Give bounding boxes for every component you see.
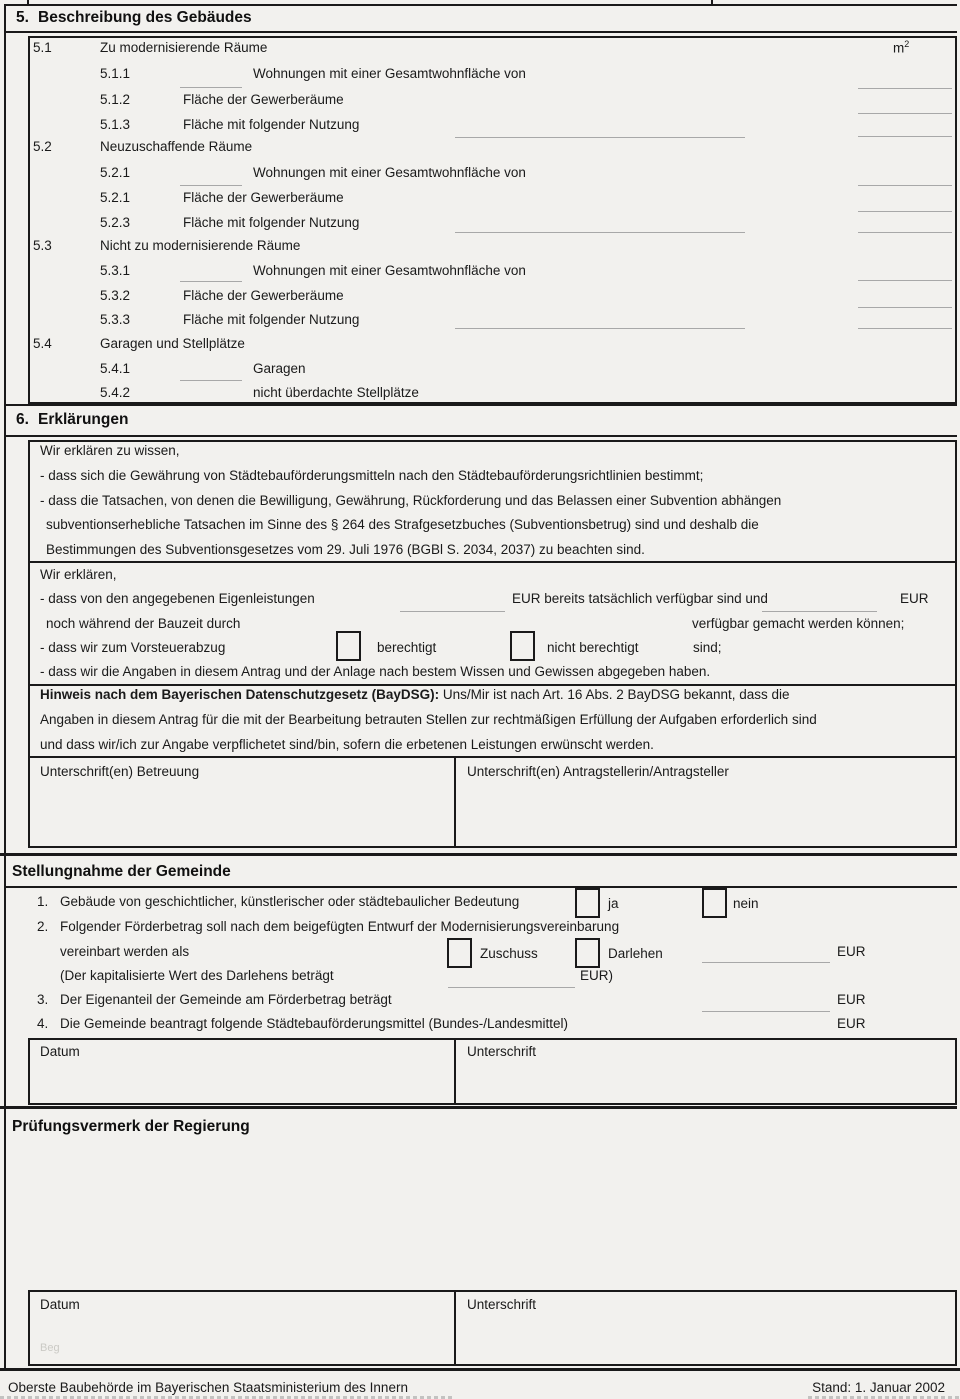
declaration-know-line2c: Bestimmungen des Subventionsgesetzes vom 29. Juli 1976 (BGBl S. 2034, 2037) zu beachten sind. <box>46 542 645 557</box>
regierung-top-rule <box>0 1106 957 1109</box>
page-bottom-border <box>0 1368 960 1371</box>
item-5-2-1-label: Wohnungen mit einer Gesamtwohnfläche von <box>253 165 526 180</box>
section6-divider-2 <box>28 684 957 686</box>
own-funds-text-a: - dass von den angegebenen Eigenleistungen <box>40 591 315 606</box>
gemeinde-item2-text-c: (Der kapitalisierte Wert des Darlehens beträgt <box>60 968 334 983</box>
pruefungsvermerk-area[interactable] <box>8 1140 953 1285</box>
section5-number: 5. <box>16 9 29 26</box>
section6-title: Erklärungen <box>38 411 129 428</box>
section5-title: Beschreibung des Gebäudes <box>38 9 252 26</box>
item-5-2-label: Neuzuschaffende Räume <box>100 139 253 154</box>
gemeinde-item2-text-a: Folgender Förderbetrag soll nach dem beigefügten Entwurf der Modernisierungsvereinbarung <box>60 919 620 934</box>
regierung-signature-divider <box>454 1290 456 1366</box>
field-5-1-2-sqm[interactable] <box>858 113 952 114</box>
item-5-3-2-number: 5.3.2 <box>100 288 131 303</box>
checkbox-bedeutung-ja[interactable] <box>575 888 600 918</box>
label-zuschuss: Zuschuss <box>480 946 538 961</box>
gemeinde-datum-area[interactable] <box>30 1040 453 1103</box>
item-5-1-number: 5.1 <box>33 40 52 55</box>
item-5-2-1-number: 5.2.1 <box>100 165 131 180</box>
item-5-2-2-number: 5.2.1 <box>100 190 131 205</box>
regierung-datum-area[interactable] <box>30 1292 453 1364</box>
gemeinde-item3-text: Der Eigenanteil der Gemeinde am Förderbetrag beträgt <box>60 992 392 1007</box>
checkbox-bedeutung-nein[interactable] <box>702 888 727 918</box>
field-5-3-1-sqm[interactable] <box>858 280 952 281</box>
field-5-2-1-sqm[interactable] <box>858 185 952 186</box>
field-5-3-2-sqm[interactable] <box>858 307 952 308</box>
field-own-funds-available[interactable] <box>400 611 505 612</box>
privacy-notice-line1 <box>40 687 790 702</box>
regierung-unterschrift-label: Unterschrift <box>467 1297 537 1312</box>
section6-number: 6. <box>16 411 29 428</box>
label-ja: ja <box>608 896 619 911</box>
field-5-2-2-sqm[interactable] <box>858 211 952 212</box>
unit-m2-label <box>893 39 909 56</box>
gemeinde-item1-text: Gebäude von geschichtlicher, künstlerischer oder städtebaulicher Bedeutung <box>60 894 520 909</box>
field-5-2-3-sqm[interactable] <box>858 232 952 233</box>
eigenanteil-eur-label: EUR <box>837 992 866 1007</box>
item-5-3-2-label: Fläche der Gewerberäume <box>183 288 344 303</box>
staedtebaumittel-eur-label: EUR <box>837 1016 866 1031</box>
item-5-4-1-label: Garagen <box>253 361 306 376</box>
section6-header-rule <box>4 435 957 437</box>
section6-divider-1 <box>28 561 957 563</box>
field-5-1-1-count[interactable] <box>180 87 242 88</box>
gemeinde-datum-label: Datum <box>40 1044 80 1059</box>
checkbox-darlehen[interactable] <box>575 938 600 968</box>
field-5-1-3-nutzung[interactable] <box>455 137 745 138</box>
footer-publisher: Oberste Baubehörde im Bayerischen Staatsministerium des Innern <box>8 1380 408 1395</box>
item-5-2-2-label: Fläche der Gewerberäume <box>183 190 344 205</box>
gemeinde-title: Stellungnahme der Gemeinde <box>12 863 231 880</box>
construction-period-text-a: noch während der Bauzeit durch <box>46 616 241 631</box>
field-kapitalisierter-wert[interactable] <box>448 987 575 988</box>
field-5-3-1-count[interactable] <box>180 281 242 282</box>
page-top-border <box>4 4 957 6</box>
unit-base: m <box>893 40 905 56</box>
checkbox-vat-not-entitled[interactable] <box>510 631 535 661</box>
checkbox-vat-entitled[interactable] <box>336 631 361 661</box>
foerderbetrag-eur-label: EUR <box>837 944 866 959</box>
field-5-4-1-count[interactable] <box>180 380 242 381</box>
item-5-1-1-number: 5.1.1 <box>100 66 131 81</box>
gemeinde-signature-divider <box>454 1038 456 1105</box>
item-5-1-3-number: 5.1.3 <box>100 117 131 132</box>
declaration-intro: Wir erklären, <box>40 567 117 582</box>
declaration-know-line2b: subventionserhebliche Tatsachen im Sinne des § 264 des Strafgesetzbuches (Subventionsbetrug) sind und deshalb die <box>46 517 759 532</box>
field-foerderbetrag-amount[interactable] <box>702 962 830 963</box>
gemeinde-header-rule <box>4 886 957 888</box>
signature-cell-divider <box>454 756 456 848</box>
item-5-4-1-number: 5.4.1 <box>100 361 131 376</box>
own-funds-text-b: EUR bereits tatsächlich verfügbar sind und <box>512 591 768 606</box>
checkbox-zuschuss[interactable] <box>447 938 472 968</box>
gemeinde-unterschrift-label: Unterschrift <box>467 1044 537 1059</box>
gemeinde-top-rule <box>0 853 957 856</box>
field-5-1-3-sqm[interactable] <box>858 136 952 137</box>
regierung-title: Prüfungsvermerk der Regierung <box>12 1118 250 1135</box>
vat-not-entitled-label: nicht berechtigt <box>547 640 639 655</box>
item-5-4-2-label: nicht überdachte Stellplätze <box>253 385 419 400</box>
item-5-4-number: 5.4 <box>33 336 52 351</box>
declaration-know-line1: - dass sich die Gewährung von Städtebauförderungsmitteln nach den Städtebauförderungsrichtlinien bestimmt; <box>40 468 704 483</box>
field-5-3-3-sqm[interactable] <box>858 328 952 329</box>
field-eigenanteil-amount[interactable] <box>702 1011 830 1012</box>
privacy-notice-line3: und dass wir/ich zur Angabe verpflichetet sind/bin, sofern die erbetenen Leistungen erwünscht werden. <box>40 737 654 752</box>
vat-deduction-text: - dass wir zum Vorsteuerabzug <box>40 640 226 655</box>
page-left-border <box>4 4 6 1370</box>
truth-declaration-text: - dass wir die Angaben in diesem Antrag und der Anlage nach bestem Wissen und Gewissen abgegeben haben. <box>40 664 711 679</box>
field-own-funds-later[interactable] <box>762 611 877 612</box>
field-5-2-3-nutzung[interactable] <box>455 232 745 233</box>
privacy-notice-line2: Angaben in diesem Antrag für die mit der Bearbeitung betrauten Stellen zur rechtmäßigen Erfüllung der Aufgaben erforderlich sind <box>40 712 817 727</box>
item-5-2-number: 5.2 <box>33 139 52 154</box>
privacy-notice-rest: Uns/Mir ist nach Art. 16 Abs. 2 BayDSG bekannt, dass die <box>442 687 790 702</box>
vat-suffix-label: sind; <box>693 640 722 655</box>
gemeinde-item4-text: Die Gemeinde beantragt folgende Städtebauförderungsmittel (Bundes-/Landesmittel) <box>60 1016 569 1031</box>
item-5-3-number: 5.3 <box>33 238 52 253</box>
item-5-2-3-label: Fläche mit folgender Nutzung <box>183 215 360 230</box>
declaration-know-line2a: - dass die Tatsachen, von denen die Bewilligung, Gewährung, Rückforderung und das Belassen einer Subvention abhängen <box>40 493 782 508</box>
item-5-1-2-number: 5.1.2 <box>100 92 131 107</box>
field-5-2-1-count[interactable] <box>180 185 242 186</box>
label-nein: nein <box>733 896 759 911</box>
gemeinde-item2-text-b: vereinbart werden als <box>60 944 190 959</box>
item-5-4-2-number: 5.4.2 <box>100 385 131 400</box>
item-5-3-label: Nicht zu modernisierende Räume <box>100 238 301 253</box>
vat-entitled-label: berechtigt <box>377 640 437 655</box>
gemeinde-item3-number: 3. <box>37 992 49 1007</box>
footer-version-date: Stand: 1. Januar 2002 <box>812 1380 945 1395</box>
item-5-1-3-label: Fläche mit folgender Nutzung <box>183 117 360 132</box>
construction-period-text-b: verfügbar gemacht werden können; <box>692 616 905 631</box>
item-5-3-1-number: 5.3.1 <box>100 263 131 278</box>
item-5-1-2-label: Fläche der Gewerberäume <box>183 92 344 107</box>
field-5-3-3-nutzung[interactable] <box>455 328 745 329</box>
item-5-1-1-label: Wohnungen mit einer Gesamtwohnfläche von <box>253 66 526 81</box>
signature-label-antragsteller: Unterschrift(en) Antragstellerin/Antragsteller <box>467 764 729 779</box>
faint-print-artifact: Beg <box>40 1342 60 1354</box>
privacy-notice-bold: Hinweis nach dem Bayerischen Datenschutzgesetz (BayDSG): <box>40 687 440 702</box>
gemeinde-item1-number: 1. <box>37 894 49 909</box>
section6-top-rule <box>4 404 957 406</box>
own-funds-eur-label: EUR <box>900 591 929 606</box>
field-5-1-1-sqm[interactable] <box>858 88 952 89</box>
label-darlehen: Darlehen <box>608 946 663 961</box>
item-5-4-label: Garagen und Stellplätze <box>100 336 245 351</box>
item-5-3-3-label: Fläche mit folgender Nutzung <box>183 312 360 327</box>
section5-header-rule <box>4 31 957 33</box>
declaration-know-intro: Wir erklären zu wissen, <box>40 443 180 458</box>
item-5-1-label: Zu modernisierende Räume <box>100 40 268 55</box>
gemeinde-item2-number: 2. <box>37 919 49 934</box>
item-5-3-3-number: 5.3.3 <box>100 312 131 327</box>
gemeinde-item4-number: 4. <box>37 1016 49 1031</box>
kapitalisiert-eur-label: EUR) <box>580 968 613 983</box>
unit-exponent: 2 <box>904 39 910 49</box>
item-5-2-3-number: 5.2.3 <box>100 215 131 230</box>
item-5-3-1-label: Wohnungen mit einer Gesamtwohnfläche von <box>253 263 526 278</box>
regierung-datum-label: Datum <box>40 1297 80 1312</box>
signature-label-betreuung: Unterschrift(en) Betreuung <box>40 764 200 779</box>
